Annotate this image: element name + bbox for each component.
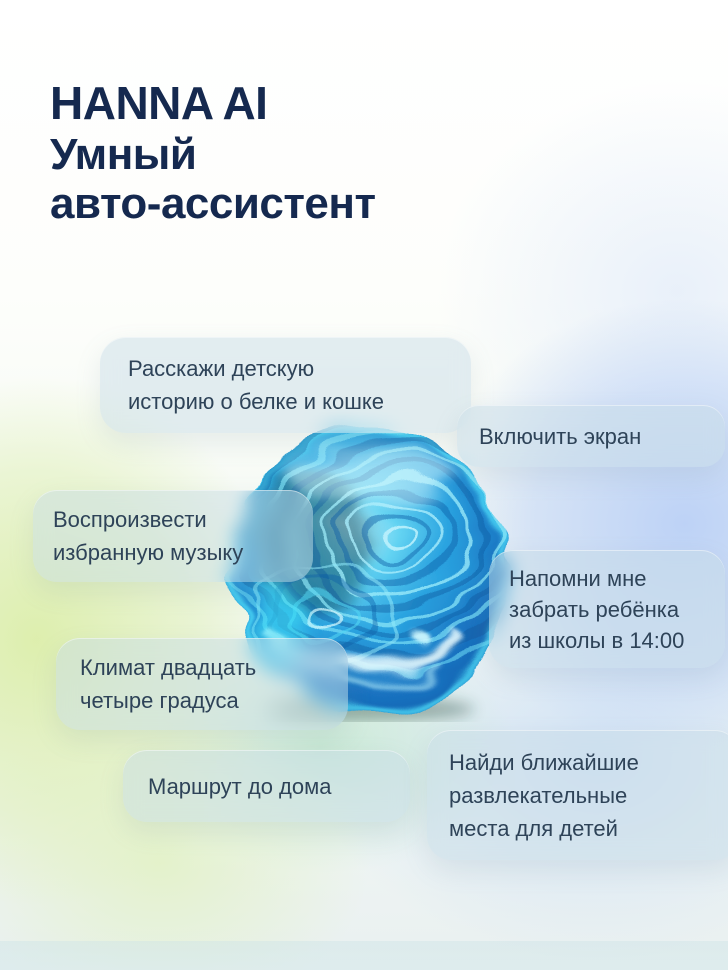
bubble-text-line: Расскажи детскую — [128, 356, 315, 381]
bubble-text-line: избранную музыку — [53, 540, 244, 565]
product-subtitle-line2: авто-ассистент — [50, 179, 376, 228]
voice-command-bubble-route-home — [123, 750, 410, 822]
voice-command-bubble-find-places — [427, 730, 728, 860]
voice-command-bubble-reminder — [489, 550, 725, 668]
bubble-text-line: забрать ребёнка — [509, 596, 680, 622]
bubble-text-line: Напомни мне — [509, 565, 647, 591]
bubble-text-line: четыре градуса — [80, 688, 239, 713]
bubble-text-line: Включить экран — [479, 423, 642, 449]
product-title: HANNA AI — [50, 77, 268, 129]
bubble-text-line: Воспроизвести — [53, 507, 207, 532]
bubble-text-line: Климат двадцать — [80, 655, 257, 680]
voice-command-bubble-screen-on — [457, 405, 725, 467]
bubble-text-line: Маршрут до дома — [148, 773, 332, 799]
bubble-text-line: Найди ближайшие — [449, 749, 639, 775]
floor-reflection-band — [0, 941, 728, 970]
header — [50, 76, 376, 228]
bubble-text-line: из школы в 14:00 — [509, 627, 685, 653]
product-subtitle-line1: Умный — [50, 130, 197, 179]
voice-command-bubble-climate — [56, 638, 348, 730]
bubble-text-line: места для детей — [449, 815, 618, 841]
voice-command-bubble-play-music — [33, 490, 313, 582]
bubble-text-line: развлекательные — [449, 782, 628, 808]
voice-command-bubble-tell-story — [100, 337, 471, 433]
bubble-text-line: историю о белке и кошке — [128, 389, 385, 414]
